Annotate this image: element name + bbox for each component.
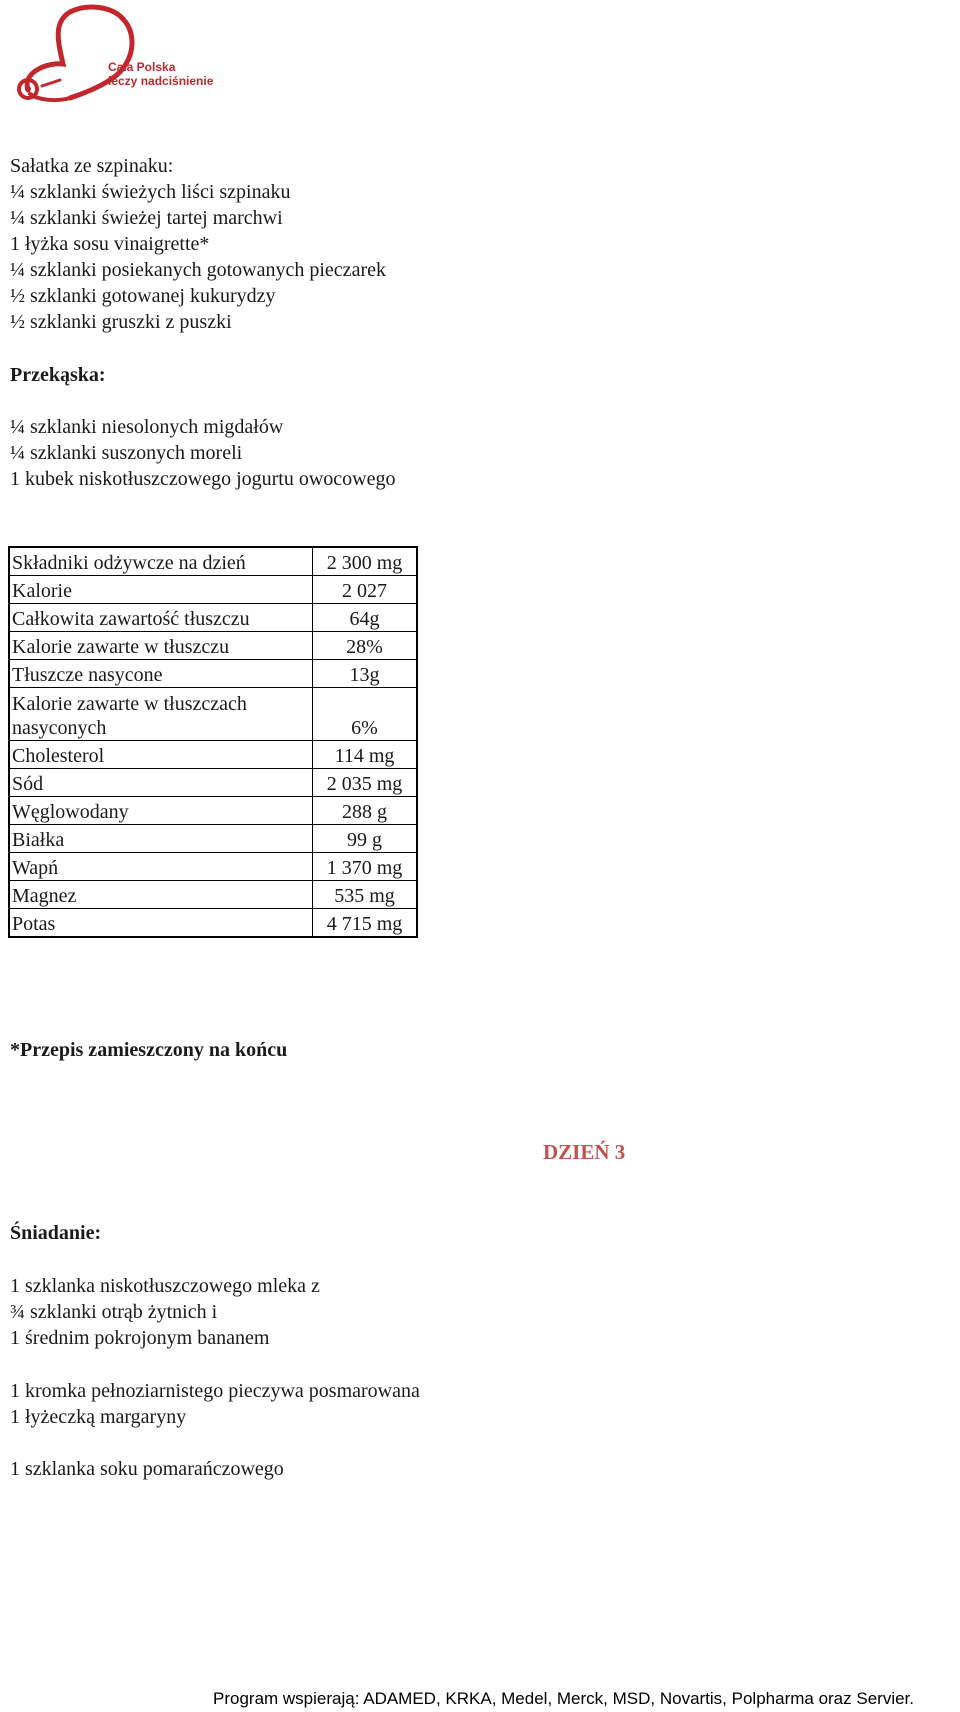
nutrient-value: 99 g <box>313 825 418 853</box>
nutrient-value: 4 715 mg <box>313 909 418 938</box>
table-row <box>9 881 417 909</box>
logo <box>8 2 238 106</box>
logo-text <box>108 60 213 88</box>
logo-text-line1: Cała Polska <box>108 60 176 74</box>
table-row <box>9 825 417 853</box>
breakfast-item: 1 szklanka soku pomarańczowego <box>10 1458 284 1480</box>
nutrient-value: 2 300 mg <box>313 547 418 576</box>
nutrient-label-line2: nasyconych <box>12 717 107 739</box>
sponsors-footer: Program wspierają: ADAMED, KRKA, Medel, Merck, MSD, Novartis, Polpharma oraz Servier. <box>213 1689 914 1708</box>
salad-item: ¼ szklanki świeżych liści szpinaku <box>10 181 291 203</box>
table-row <box>9 547 417 576</box>
table-row <box>9 741 417 769</box>
nutrient-label: Cholesterol <box>9 741 313 769</box>
nutrient-value: 535 mg <box>313 881 418 909</box>
nutrient-label: Sód <box>9 769 313 797</box>
nutrition-table <box>8 546 418 938</box>
breakfast-item: 1 szklanka niskotłuszczowego mleka z <box>10 1275 320 1297</box>
nutrient-label: Składniki odżywcze na dzień <box>9 547 313 576</box>
table-row <box>9 688 417 741</box>
salad-item: ¼ szklanki posiekanych gotowanych pieczarek <box>10 259 386 281</box>
nutrient-label: Magnez <box>9 881 313 909</box>
snack-item: ¼ szklanki suszonych moreli <box>10 442 243 464</box>
nutrient-value: 2 027 <box>313 576 418 604</box>
table-row <box>9 853 417 881</box>
table-row <box>9 604 417 632</box>
nutrient-value: 64g <box>313 604 418 632</box>
nutrient-value: 28% <box>313 632 418 660</box>
salad-item: ¼ szklanki świeżej tartej marchwi <box>10 207 283 229</box>
snack-item: 1 kubek niskotłuszczowego jogurtu owocowego <box>10 468 396 490</box>
salad-item: ½ szklanki gotowanej kukurydzy <box>10 285 276 307</box>
nutrient-label: Całkowita zawartość tłuszczu <box>9 604 313 632</box>
stethoscope-heart-icon <box>8 2 148 106</box>
salad-item: 1 łyżka sosu vinaigrette* <box>10 233 210 255</box>
snack-item: ¼ szklanki niesolonych migdałów <box>10 416 284 438</box>
logo-text-line2: leczy nadciśnienie <box>108 74 214 88</box>
nutrient-value: 1 370 mg <box>313 853 418 881</box>
snack-title: Przekąska: <box>10 364 106 386</box>
breakfast-title: Śniadanie: <box>10 1222 102 1244</box>
breakfast-item: 1 kromka pełnoziarnistego pieczywa posmarowana <box>10 1380 420 1402</box>
table-row <box>9 769 417 797</box>
breakfast-item: 1 łyżeczką margaryny <box>10 1406 187 1428</box>
table-row <box>9 660 417 688</box>
nutrient-label: Węglowodany <box>9 797 313 825</box>
nutrient-label: Potas <box>9 909 313 938</box>
nutrient-label: Kalorie zawarte w tłuszczu <box>9 632 313 660</box>
table-row <box>9 909 417 938</box>
nutrient-label <box>9 688 313 741</box>
nutrient-value: 13g <box>313 660 418 688</box>
breakfast-item: 1 średnim pokrojonym bananem <box>10 1327 270 1349</box>
table-row <box>9 576 417 604</box>
table-row <box>9 632 417 660</box>
nutrient-value: 288 g <box>313 797 418 825</box>
nutrient-label-line1: Kalorie zawarte w tłuszczach <box>12 693 247 715</box>
nutrient-value: 2 035 mg <box>313 769 418 797</box>
salad-item: ½ szklanki gruszki z puszki <box>10 311 232 333</box>
table-row <box>9 797 417 825</box>
nutrient-value: 114 mg <box>313 741 418 769</box>
day-title: DZIEŃ 3 <box>543 1140 626 1164</box>
nutrient-label: Wapń <box>9 853 313 881</box>
nutrient-value: 6% <box>313 688 418 741</box>
recipe-note: *Przepis zamieszczony na końcu <box>10 1039 288 1061</box>
nutrient-label: Białka <box>9 825 313 853</box>
breakfast-item: ¾ szklanki otrąb żytnich i <box>10 1301 218 1323</box>
nutrient-label: Tłuszcze nasycone <box>9 660 313 688</box>
salad-title: Sałatka ze szpinaku: <box>10 155 174 177</box>
nutrient-label: Kalorie <box>9 576 313 604</box>
